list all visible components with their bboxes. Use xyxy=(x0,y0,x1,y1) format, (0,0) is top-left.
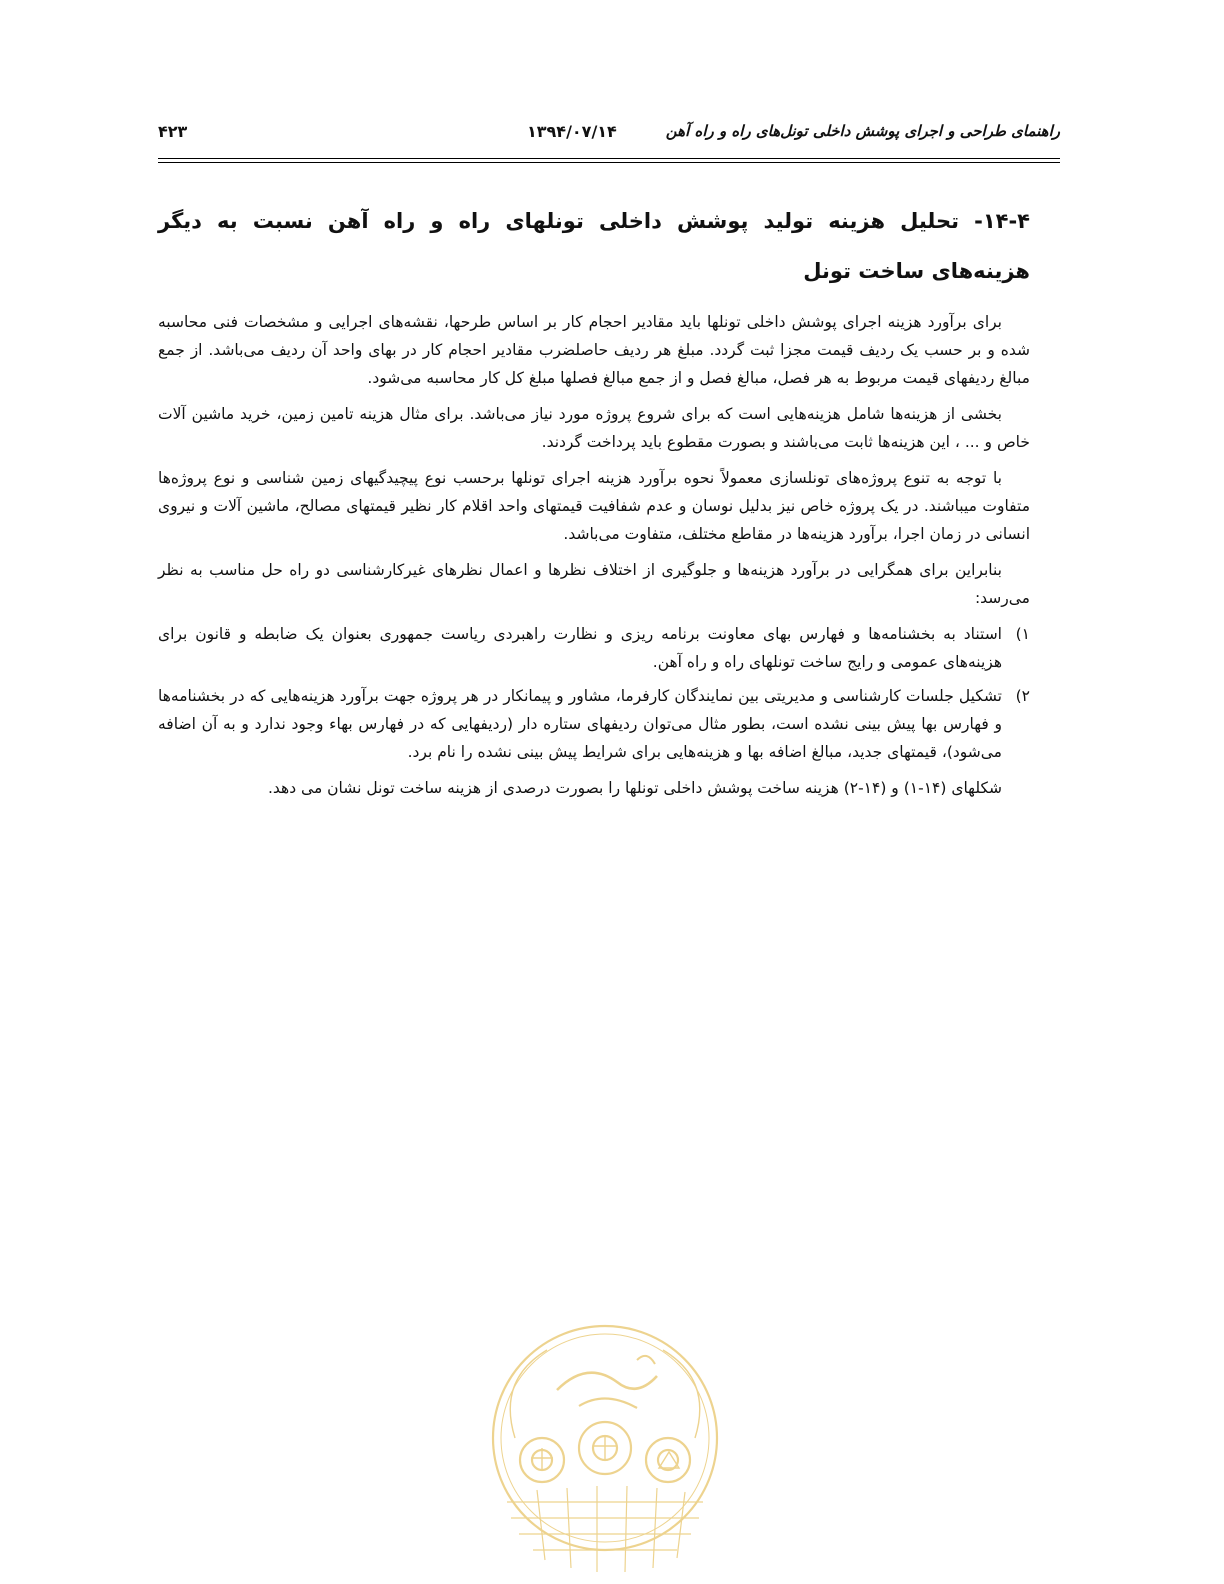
list-item-number: ۲) xyxy=(1015,687,1030,705)
closing-paragraph: شکلهای (۱۴-۱) و (۱۴-۲) هزینه ساخت پوشش داخلی تونلها را بصورت درصدی از هزینه ساخت تونل نشان می دهد. xyxy=(267,779,1002,797)
page-body xyxy=(158,196,1030,810)
running-header xyxy=(158,122,1060,152)
list-item-number: ۱) xyxy=(1015,625,1030,643)
paragraph-2: بخشی از هزینه‌ها شامل هزینه‌هایی است که برای شروع پروژه مورد نیاز می‌باشد. برای مثال هزینه تامین زمین، خرید ماشین آلات خاص و ... ، این هزینه‌ها ثابت می‌باشند و بصورت مقطوع باید پرداخت گردند. xyxy=(158,405,1030,451)
header-rule-top xyxy=(158,158,1060,159)
watermark-seal xyxy=(487,1320,723,1584)
paragraph-4: بنابراین برای همگرایی در برآورد هزینه‌ها و جلوگیری از اختلاف نظرها و اعمال نظرهای غیرکارشناسی دو راه حل مناسب به نظر می‌رسد: xyxy=(158,561,1030,607)
list-item-text: تشکیل جلسات کارشناسی و مدیریتی بین نمایندگان کارفرما، مشاور و پیمانکار در هر پروژه جهت برآورد هزینه‌هایی که در بخشنامه‌ها و فهارس بها پیش بینی نشده است، بطور مثال می‌توان ردیفهای ستاره دار (ردیفهایی که در فهارس بهاء وجود ندارد و به آن اضافه می‌شود)، قیمتهای جدید، مبالغ اضافه بها و هزینه‌هایی برای شرایط پیش بینی نشده را نام برد. xyxy=(158,687,1002,761)
solutions-list xyxy=(158,620,1030,766)
header-date: ۱۳۹۴/۰۷/۱۴ xyxy=(527,122,617,141)
document-title: راهنمای طراحی و اجرای پوشش داخلی تونل‌های راه و راه آهن xyxy=(665,122,1060,140)
header-rule-bottom xyxy=(158,162,1060,163)
section-heading: ۱۴-۴- تحلیل هزینه تولید پوشش داخلی تونلهای راه و راه آهن نسبت به دیگر هزینه‌های ساخت تونل xyxy=(158,209,1030,283)
page-number: ۴۲۳ xyxy=(158,122,188,141)
seal-logo-icon xyxy=(487,1320,723,1584)
list-item xyxy=(158,620,1030,676)
list-item-text: استناد به بخشنامه‌ها و فهارس بهای معاونت برنامه ریزی و نظارت راهبردی ریاست جمهوری بعنوان یک ضابطه و قانون برای هزینه‌های عمومی و رایج ساخت تونلهای راه و راه آهن. xyxy=(158,625,1002,671)
list-item xyxy=(158,682,1030,766)
paragraph-1: برای برآورد هزینه اجرای پوشش داخلی تونلها باید مقادیر احجام کار بر اساس طرحها، نقشه‌های اجرایی و مشخصات فنی محاسبه شده و بر حسب یک ردیف قیمت مجزا ثبت گردد. مبلغ هر ردیف حاصلضرب مقادیر احجام کار در بهای واحد آن ردیف می‌باشد. از جمع مبالغ ردیفهای قیمت مربوط به هر فصل، مبالغ فصل و از جمع مبالغ فصلها مبلغ کل کار محاسبه می‌شود. xyxy=(158,313,1030,387)
paragraph-3: با توجه به تنوع پروژه‌های تونلسازی معمولاً نحوه برآورد هزینه اجرای تونلها برحسب نوع پیچیدگیهای زمین شناسی و نوع پروژه‌ها متفاوت میباشند. در یک پروژه خاص نیز بدلیل نوسان و عدم شفافیت قیمتهای واحد اقلام کار نظیر قیمتهای مصالح، ماشین آلات و نیروی انسانی در زمان اجرا، برآورد هزینه‌ها در مقاطع مختلف، متفاوت می‌باشد. xyxy=(158,469,1030,543)
